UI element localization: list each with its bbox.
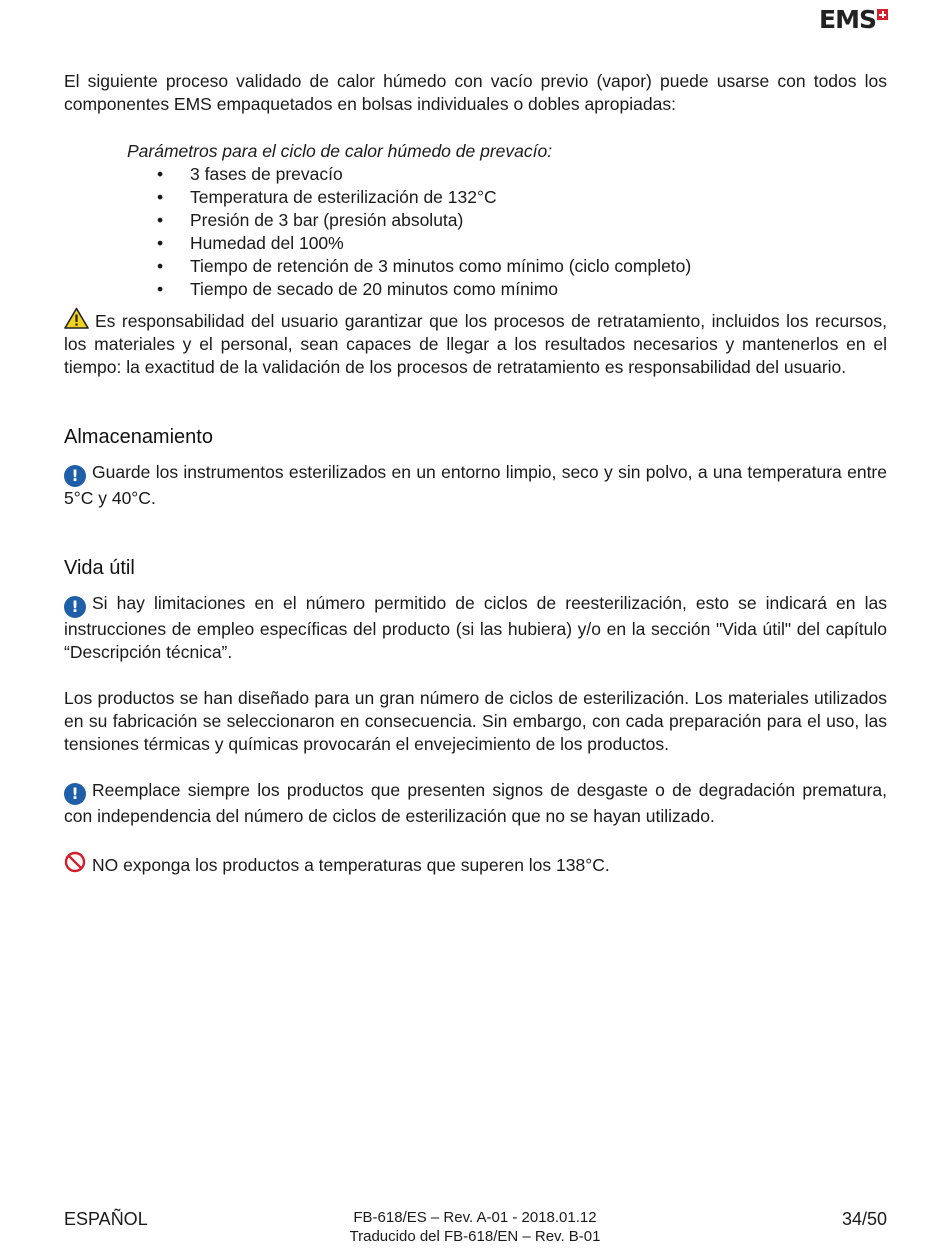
footer-language: ESPAÑOL — [64, 1209, 148, 1229]
info-exclamation-icon: ! — [64, 465, 86, 487]
lifetime-paragraph: Los productos se han diseñado para un gran número de ciclos de esterilización. Los materiales utilizados en su fabricación se seleccionaron en consecuencia. Sin embargo, con cada preparación para el uso, las tensiones térmicas y químicas provocarán el envejecimiento de los productos. — [64, 688, 887, 754]
params-list — [64, 163, 887, 301]
list-item: • Tiempo de retención de 3 minutos como mínimo (ciclo completo) — [64, 255, 887, 278]
lifetime-note-1-text: Si hay limitaciones en el número permitido de ciclos de reesterilización, esto se indicará en las instrucciones de empleo específicas del producto (si las hubiera) y/o en la sección "Vida útil" del capítulo “Descripción técnica”. — [64, 593, 887, 662]
storage-note — [64, 461, 887, 510]
footer-doc-ref-line: FB-618/ES – Rev. A-01 - 2018.01.12 — [353, 1209, 597, 1226]
list-item: • Temperatura de esterilización de 132°C — [64, 186, 887, 209]
lifetime-heading: Vida útil — [64, 557, 135, 579]
lifetime-note-2 — [64, 779, 887, 828]
warning-triangle-icon — [64, 307, 89, 329]
warning-text: Es responsabilidad del usuario garantizar que los procesos de retratamiento, incluidos los recursos, los materiales y el personal, sean capaces de llegar a los resultados necesarios y mantenerlos en el tiempo: la exactitud de la validación de los procesos de retratamiento es responsabilidad del usuario. — [64, 311, 887, 377]
page-content — [64, 70, 887, 877]
list-item: • Presión de 3 bar (presión absoluta) — [64, 209, 887, 232]
intro-paragraph: El siguiente proceso validado de calor húmedo con vacío previo (vapor) puede usarse con todos los componentes EMS empaquetados en bolsas individuales o dobles apropiadas: — [64, 71, 887, 114]
warning-paragraph — [64, 307, 887, 379]
lifetime-note-1 — [64, 592, 887, 664]
params-title: Parámetros para el ciclo de calor húmedo de prevacío: — [127, 141, 553, 161]
storage-note-text: Guarde los instrumentos esterilizados en un entorno limpio, seco y sin polvo, a una temperatura entre 5°C y 40°C. — [64, 462, 887, 508]
info-exclamation-icon: ! — [64, 783, 86, 805]
logo-text: EMS — [819, 5, 876, 34]
list-item: • Humedad del 100% — [64, 232, 887, 255]
info-exclamation-icon: ! — [64, 596, 86, 618]
ems-logo — [819, 7, 888, 33]
swiss-flag-icon — [877, 9, 888, 20]
storage-heading: Almacenamiento — [64, 426, 213, 448]
list-item: • 3 fases de prevacío — [64, 163, 887, 186]
lifetime-note-2-text: Reemplace siempre los productos que presenten signos de desgaste o de degradación prematura, con independencia del número de ciclos de esterilización que no se hayan utilizado. — [64, 780, 887, 826]
prohibition-note — [64, 851, 887, 877]
footer-page-number: 34/50 — [841, 1209, 887, 1229]
prohibition-icon — [64, 851, 86, 873]
footer-doc-ref — [0, 1208, 950, 1246]
prohibition-text: NO exponga los productos a temperaturas que superen los 138°C. — [92, 855, 610, 875]
footer-translated-line: Traducido del FB-618/EN – Rev. B-01 — [349, 1228, 601, 1245]
list-item: • Tiempo de secado de 20 minutos como mínimo — [64, 278, 887, 301]
